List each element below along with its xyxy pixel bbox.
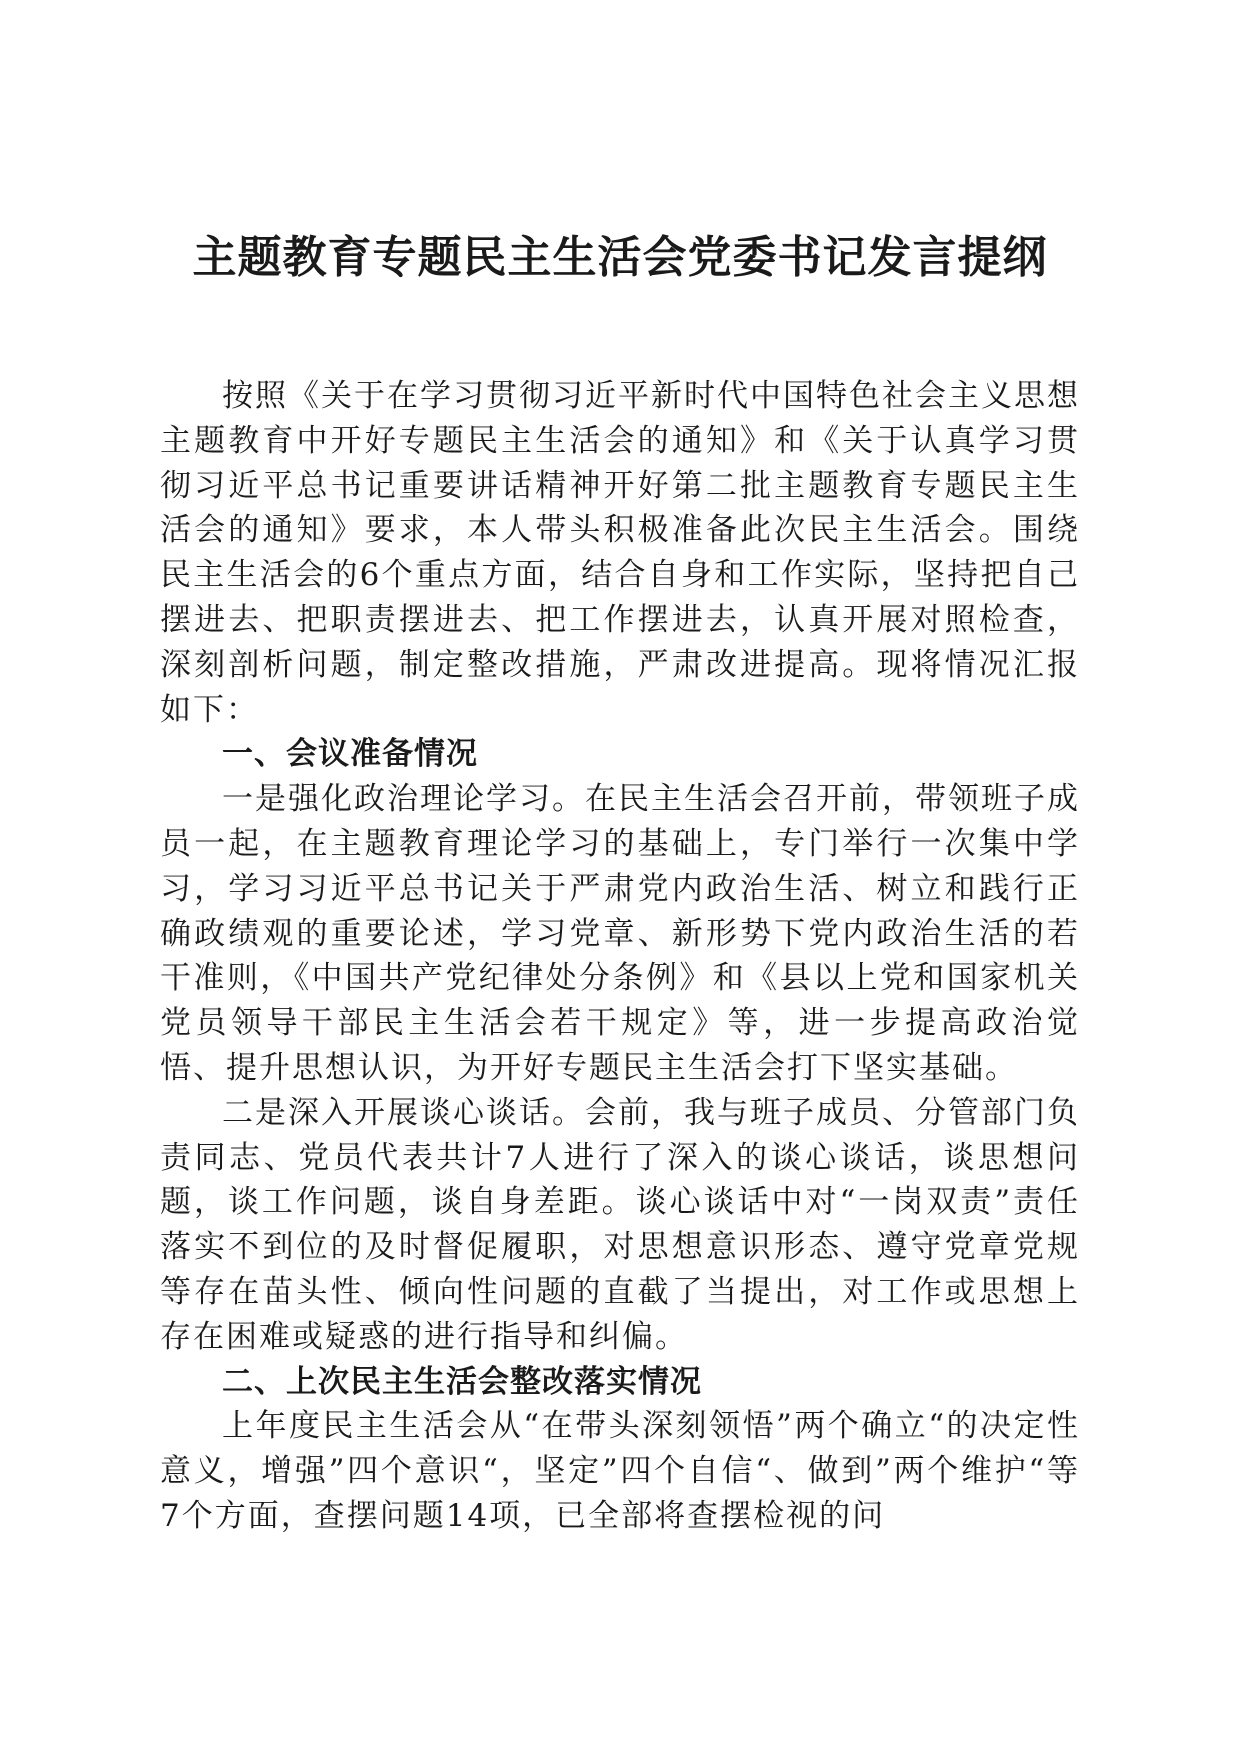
document-body: [160, 374, 1080, 1539]
document-title: 主题教育专题民主生活会党委书记发言提纲: [192, 232, 1048, 283]
intro-paragraph: 按照《关于在学习贯彻习近平新时代中国特色社会主义思想主题教育中开好专题民主生活会的通知》和《关于认真学习贯彻习近平总书记重要讲话精神开好第二批主题教育专题民主生活会的通知》要求，本人带头积极准备此次民主生活会。围绕民主生活会的6个重点方面，结合自身和工作实际，坚持把自己摆进去、把职责摆进去、把工作摆进去，认真开展对照检查，深刻剖析问题，制定整改措施，严肃改进提高。现将情况汇报如下：: [160, 378, 1080, 728]
section-heading-1: 一、会议准备情况: [222, 736, 478, 773]
section-1-paragraph-2: 二是深入开展谈心谈话。会前，我与班子成员、分管部门负责同志、党员代表共计7人进行了深入的谈心谈话，谈思想问题，谈工作问题，谈自身差距。谈心谈话中对“一岗双责”责任落实不到位的及时督促履职，对思想意识形态、遵守党章党规等存在苗头性、倾向性问题的直截了当提出，对工作或思想上存在困难或疑惑的进行指导和纠偏。: [160, 1094, 1080, 1355]
section-1-paragraph-1: 一是强化政治理论学习。在民主生活会召开前，带领班子成员一起，在主题教育理论学习的基础上，专门举行一次集中学习，学习习近平总书记关于严肃党内政治生活、树立和践行正确政绩观的重要论述，学习党章、新形势下党内政治生活的若干准则，《中国共产党纪律处分条例》和《县以上党和国家机关党员领导干部民主生活会若干规定》等，进一步提高政治觉悟、提升思想认识，为开好专题民主生活会打下坚实基础。: [160, 781, 1080, 1086]
section-heading-2: 二、上次民主生活会整改落实情况: [222, 1363, 702, 1400]
section-2-paragraph-1: 上年度民主生活会从“在带头深刻领悟”两个确立“的决定性意义，增强”四个意识“，坚定”四个自信“、做到”两个维护“等7个方面，查摆问题14项，已全部将查摆检视的问: [160, 1408, 1080, 1534]
